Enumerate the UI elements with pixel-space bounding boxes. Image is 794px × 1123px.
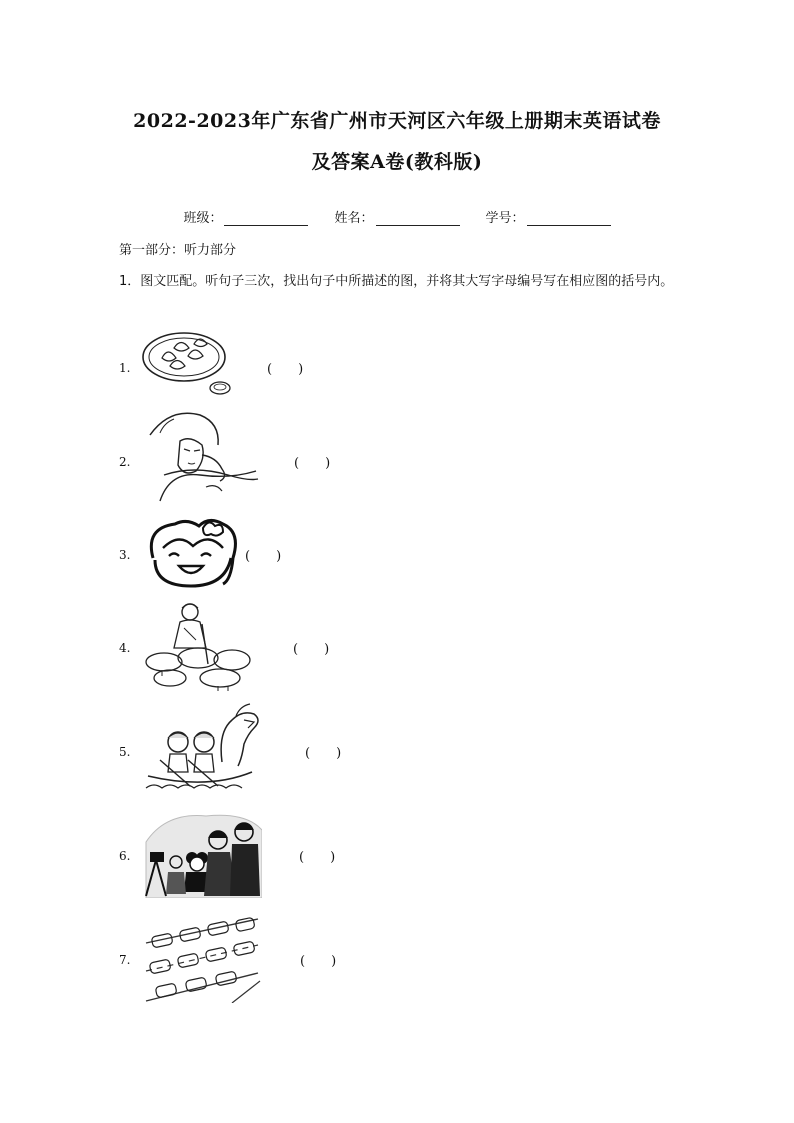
traffic-jam-icon (142, 915, 262, 1003)
name-blank[interactable] (376, 211, 460, 226)
question-number: 1. (119, 361, 131, 375)
class-label: 班级： (183, 211, 223, 226)
answer-parentheses[interactable]: ( ) (294, 456, 331, 471)
page-subtitle: 及答案A卷(教科版) (311, 151, 483, 173)
student-id-label: 学号： (485, 211, 525, 226)
answer-parentheses[interactable]: ( ) (305, 746, 342, 761)
question-number: 4. (119, 641, 131, 655)
answer-parentheses[interactable]: ( ) (293, 642, 330, 657)
question-number: 7. (119, 953, 131, 967)
shepherd-sheep-icon (140, 600, 256, 692)
name-field[interactable] (334, 207, 459, 226)
answer-parentheses[interactable]: ( ) (267, 362, 304, 377)
student-id-blank[interactable] (527, 211, 611, 226)
section-title: 第一部分：听力部分 (119, 243, 237, 258)
name-label: 姓名： (334, 211, 374, 226)
dragon-boat-icon (140, 702, 268, 798)
question-number: 3. (119, 548, 131, 562)
answer-parentheses[interactable]: ( ) (245, 549, 282, 564)
question-number: 2. (119, 455, 131, 469)
student-id-field[interactable] (486, 207, 611, 226)
happy-girl-icon (143, 518, 241, 588)
class-field[interactable] (183, 207, 308, 226)
answer-parentheses[interactable]: ( ) (299, 850, 336, 865)
answer-parentheses[interactable]: ( ) (300, 954, 337, 969)
dumplings-plate-icon (140, 330, 235, 398)
sick-person-icon (140, 405, 260, 505)
question-number: 6. (119, 849, 131, 863)
page-title: 2022-2023年广东省广州市天河区六年级上册期末英语试卷 (133, 110, 661, 132)
question-instruction: 1．图文匹配。听句子三次，找出句子中所描述的图，并将其大写字母编号写在相应图的括号内。 (119, 274, 674, 289)
question-number: 5. (119, 745, 131, 759)
student-info-row (0, 207, 794, 226)
family-photo-icon (142, 812, 262, 898)
class-blank[interactable] (224, 211, 308, 226)
